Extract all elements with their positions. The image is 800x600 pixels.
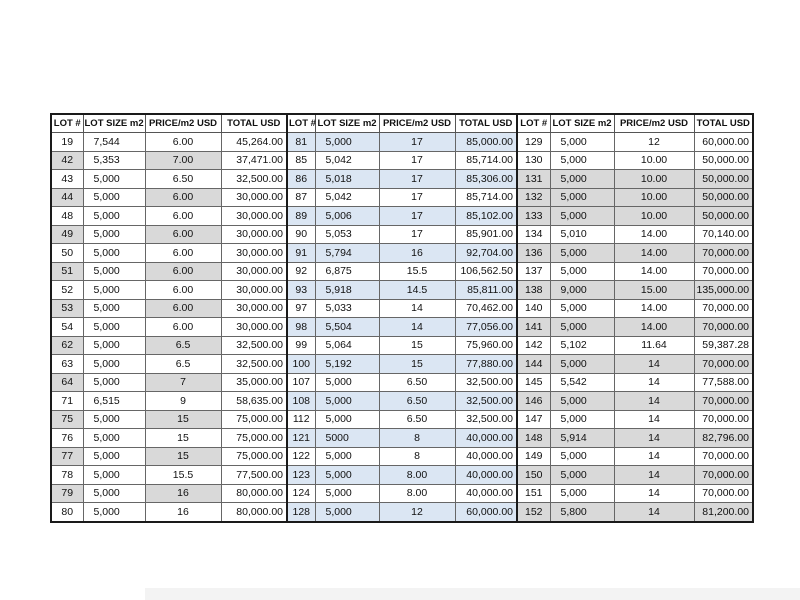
price-per-m2-cell: 17 bbox=[379, 151, 455, 170]
lot-number-cell: 87 bbox=[287, 188, 315, 207]
total-usd-cell: 80,000.00 bbox=[221, 484, 287, 503]
lot-size-cell: 5,000 bbox=[550, 188, 614, 207]
table-row bbox=[51, 484, 753, 503]
total-usd-cell: 75,960.00 bbox=[455, 336, 517, 355]
total-usd-cell: 59,387.28 bbox=[694, 336, 753, 355]
lot-size-cell: 5,000 bbox=[550, 318, 614, 337]
total-usd-cell: 32,500.00 bbox=[455, 410, 517, 429]
lot-size-cell: 5,000 bbox=[83, 429, 145, 448]
lot-number-cell: 108 bbox=[287, 392, 315, 411]
lot-number-cell: 141 bbox=[517, 318, 550, 337]
lot-size-cell: 5,000 bbox=[550, 262, 614, 281]
price-per-m2-cell: 17 bbox=[379, 170, 455, 189]
total-usd-cell: 75,000.00 bbox=[221, 410, 287, 429]
total-usd-cell: 60,000.00 bbox=[694, 133, 753, 152]
price-per-m2-cell: 14.00 bbox=[614, 262, 694, 281]
total-usd-cell: 32,500.00 bbox=[221, 336, 287, 355]
total-usd-cell: 70,000.00 bbox=[694, 392, 753, 411]
lot-number-cell: 52 bbox=[51, 281, 83, 300]
total-usd-cell: 35,000.00 bbox=[221, 373, 287, 392]
lot-number-cell: 81 bbox=[287, 133, 315, 152]
total-usd-cell: 77,588.00 bbox=[694, 373, 753, 392]
header-lot-size: LOT SIZE m2 bbox=[83, 114, 145, 133]
table-row bbox=[51, 466, 753, 485]
price-per-m2-cell: 16 bbox=[145, 503, 221, 522]
lot-number-cell: 85 bbox=[287, 151, 315, 170]
price-per-m2-cell: 12 bbox=[379, 503, 455, 522]
lot-size-cell: 5,033 bbox=[315, 299, 379, 318]
lot-number-cell: 90 bbox=[287, 225, 315, 244]
price-per-m2-cell: 14 bbox=[614, 503, 694, 522]
lot-number-cell: 76 bbox=[51, 429, 83, 448]
total-usd-cell: 30,000.00 bbox=[221, 207, 287, 226]
lot-number-cell: 79 bbox=[51, 484, 83, 503]
table-row bbox=[51, 225, 753, 244]
price-per-m2-cell: 14 bbox=[614, 392, 694, 411]
lot-number-cell: 89 bbox=[287, 207, 315, 226]
lot-number-cell: 42 bbox=[51, 151, 83, 170]
lot-number-cell: 19 bbox=[51, 133, 83, 152]
price-per-m2-cell: 14 bbox=[614, 447, 694, 466]
lot-size-cell: 5,504 bbox=[315, 318, 379, 337]
lot-number-cell: 142 bbox=[517, 336, 550, 355]
price-per-m2-cell: 6.00 bbox=[145, 188, 221, 207]
price-per-m2-cell: 15 bbox=[145, 447, 221, 466]
lot-size-cell: 5,000 bbox=[550, 466, 614, 485]
lot-size-cell: 5,800 bbox=[550, 503, 614, 522]
price-per-m2-cell: 15 bbox=[145, 429, 221, 448]
total-usd-cell: 70,462.00 bbox=[455, 299, 517, 318]
price-per-m2-cell: 15.00 bbox=[614, 281, 694, 300]
lot-size-cell: 5,000 bbox=[550, 133, 614, 152]
total-usd-cell: 50,000.00 bbox=[694, 188, 753, 207]
lot-number-cell: 93 bbox=[287, 281, 315, 300]
lot-number-cell: 112 bbox=[287, 410, 315, 429]
bottom-gray-strip bbox=[145, 588, 800, 600]
total-usd-cell: 85,000.00 bbox=[455, 133, 517, 152]
price-per-m2-cell: 11.64 bbox=[614, 336, 694, 355]
lot-size-cell: 5,053 bbox=[315, 225, 379, 244]
lot-number-cell: 151 bbox=[517, 484, 550, 503]
lot-size-cell: 5,000 bbox=[83, 225, 145, 244]
price-per-m2-cell: 7.00 bbox=[145, 151, 221, 170]
total-usd-cell: 85,811.00 bbox=[455, 281, 517, 300]
header-total: TOTAL USD bbox=[221, 114, 287, 133]
price-per-m2-cell: 14 bbox=[614, 484, 694, 503]
table-row bbox=[51, 355, 753, 374]
price-per-m2-cell: 14 bbox=[614, 355, 694, 374]
lot-number-cell: 44 bbox=[51, 188, 83, 207]
header-row bbox=[51, 114, 753, 133]
lot-price-table bbox=[50, 113, 754, 523]
price-per-m2-cell: 10.00 bbox=[614, 170, 694, 189]
lot-number-cell: 137 bbox=[517, 262, 550, 281]
table-row bbox=[51, 392, 753, 411]
total-usd-cell: 70,000.00 bbox=[694, 355, 753, 374]
lot-number-cell: 140 bbox=[517, 299, 550, 318]
lot-number-cell: 91 bbox=[287, 244, 315, 263]
table-row bbox=[51, 244, 753, 263]
lot-size-cell: 9,000 bbox=[550, 281, 614, 300]
total-usd-cell: 81,200.00 bbox=[694, 503, 753, 522]
price-per-m2-cell: 14.00 bbox=[614, 318, 694, 337]
price-per-m2-cell: 14.00 bbox=[614, 244, 694, 263]
lot-number-cell: 136 bbox=[517, 244, 550, 263]
lot-size-cell: 5,064 bbox=[315, 336, 379, 355]
lot-size-cell: 5,000 bbox=[315, 392, 379, 411]
header-lot-size: LOT SIZE m2 bbox=[315, 114, 379, 133]
total-usd-cell: 85,714.00 bbox=[455, 151, 517, 170]
total-usd-cell: 77,056.00 bbox=[455, 318, 517, 337]
lot-number-cell: 98 bbox=[287, 318, 315, 337]
total-usd-cell: 77,880.00 bbox=[455, 355, 517, 374]
price-per-m2-cell: 6.00 bbox=[145, 225, 221, 244]
header-price-per-m2: PRICE/m2 USD bbox=[614, 114, 694, 133]
lot-size-cell: 5,000 bbox=[83, 170, 145, 189]
price-per-m2-cell: 14 bbox=[614, 410, 694, 429]
price-per-m2-cell: 8.00 bbox=[379, 466, 455, 485]
price-per-m2-cell: 14 bbox=[614, 466, 694, 485]
price-per-m2-cell: 14.00 bbox=[614, 299, 694, 318]
table-row bbox=[51, 447, 753, 466]
price-per-m2-cell: 6.50 bbox=[379, 373, 455, 392]
price-per-m2-cell: 9 bbox=[145, 392, 221, 411]
lot-number-cell: 150 bbox=[517, 466, 550, 485]
lot-size-cell: 5,000 bbox=[315, 466, 379, 485]
lot-size-cell: 5,000 bbox=[83, 318, 145, 337]
total-usd-cell: 70,000.00 bbox=[694, 262, 753, 281]
price-per-m2-cell: 10.00 bbox=[614, 151, 694, 170]
table-row bbox=[51, 133, 753, 152]
header-lot: LOT # bbox=[287, 114, 315, 133]
table-row bbox=[51, 281, 753, 300]
total-usd-cell: 37,471.00 bbox=[221, 151, 287, 170]
total-usd-cell: 30,000.00 bbox=[221, 262, 287, 281]
lot-size-cell: 5,042 bbox=[315, 151, 379, 170]
lot-number-cell: 78 bbox=[51, 466, 83, 485]
table-row bbox=[51, 188, 753, 207]
table-row bbox=[51, 262, 753, 281]
total-usd-cell: 40,000.00 bbox=[455, 429, 517, 448]
lot-number-cell: 121 bbox=[287, 429, 315, 448]
lot-number-cell: 48 bbox=[51, 207, 83, 226]
total-usd-cell: 30,000.00 bbox=[221, 281, 287, 300]
price-per-m2-cell: 15 bbox=[145, 410, 221, 429]
header-lot-size: LOT SIZE m2 bbox=[550, 114, 614, 133]
lot-size-cell: 5,000 bbox=[83, 336, 145, 355]
table-row bbox=[51, 207, 753, 226]
lot-number-cell: 130 bbox=[517, 151, 550, 170]
lot-size-cell: 5,000 bbox=[550, 410, 614, 429]
lot-number-cell: 100 bbox=[287, 355, 315, 374]
lot-size-cell: 5,000 bbox=[550, 244, 614, 263]
lot-size-cell: 5,000 bbox=[83, 447, 145, 466]
lot-number-cell: 92 bbox=[287, 262, 315, 281]
price-per-m2-cell: 6.00 bbox=[145, 244, 221, 263]
total-usd-cell: 32,500.00 bbox=[221, 355, 287, 374]
table-row bbox=[51, 151, 753, 170]
lot-number-cell: 63 bbox=[51, 355, 83, 374]
lot-number-cell: 134 bbox=[517, 225, 550, 244]
total-usd-cell: 70,000.00 bbox=[694, 244, 753, 263]
lot-number-cell: 122 bbox=[287, 447, 315, 466]
total-usd-cell: 92,704.00 bbox=[455, 244, 517, 263]
price-per-m2-cell: 17 bbox=[379, 133, 455, 152]
price-per-m2-cell: 6.00 bbox=[145, 318, 221, 337]
lot-number-cell: 123 bbox=[287, 466, 315, 485]
price-per-m2-cell: 8 bbox=[379, 447, 455, 466]
total-usd-cell: 70,140.00 bbox=[694, 225, 753, 244]
table-row bbox=[51, 318, 753, 337]
lot-size-cell: 5,000 bbox=[83, 410, 145, 429]
lot-size-cell: 7,544 bbox=[83, 133, 145, 152]
price-per-m2-cell: 15 bbox=[379, 355, 455, 374]
price-per-m2-cell: 6.5 bbox=[145, 336, 221, 355]
lot-size-cell: 5,000 bbox=[315, 484, 379, 503]
lot-size-cell: 5,006 bbox=[315, 207, 379, 226]
total-usd-cell: 30,000.00 bbox=[221, 244, 287, 263]
price-per-m2-cell: 6.00 bbox=[145, 133, 221, 152]
price-per-m2-cell: 10.00 bbox=[614, 188, 694, 207]
total-usd-cell: 32,500.00 bbox=[221, 170, 287, 189]
lot-size-cell: 5,000 bbox=[315, 133, 379, 152]
lot-number-cell: 147 bbox=[517, 410, 550, 429]
lot-size-cell: 5,000 bbox=[83, 262, 145, 281]
lot-size-cell: 5,000 bbox=[83, 373, 145, 392]
lot-size-cell: 5000 bbox=[315, 429, 379, 448]
lot-number-cell: 80 bbox=[51, 503, 83, 522]
lot-size-cell: 6,515 bbox=[83, 392, 145, 411]
total-usd-cell: 135,000.00 bbox=[694, 281, 753, 300]
price-per-m2-cell: 14 bbox=[379, 318, 455, 337]
header-lot: LOT # bbox=[51, 114, 83, 133]
total-usd-cell: 77,500.00 bbox=[221, 466, 287, 485]
price-per-m2-cell: 17 bbox=[379, 225, 455, 244]
total-usd-cell: 30,000.00 bbox=[221, 225, 287, 244]
lot-size-cell: 5,914 bbox=[550, 429, 614, 448]
lot-number-cell: 62 bbox=[51, 336, 83, 355]
price-per-m2-cell: 14 bbox=[614, 373, 694, 392]
lot-size-cell: 5,000 bbox=[315, 410, 379, 429]
lot-size-cell: 5,918 bbox=[315, 281, 379, 300]
lot-number-cell: 71 bbox=[51, 392, 83, 411]
table-row bbox=[51, 410, 753, 429]
price-per-m2-cell: 8.00 bbox=[379, 484, 455, 503]
lot-size-cell: 5,000 bbox=[83, 466, 145, 485]
total-usd-cell: 60,000.00 bbox=[455, 503, 517, 522]
total-usd-cell: 70,000.00 bbox=[694, 484, 753, 503]
lot-size-cell: 5,000 bbox=[83, 281, 145, 300]
price-per-m2-cell: 15.5 bbox=[379, 262, 455, 281]
total-usd-cell: 50,000.00 bbox=[694, 207, 753, 226]
lot-size-cell: 5,000 bbox=[83, 207, 145, 226]
total-usd-cell: 70,000.00 bbox=[694, 318, 753, 337]
lot-size-cell: 5,000 bbox=[83, 503, 145, 522]
total-usd-cell: 40,000.00 bbox=[455, 447, 517, 466]
price-per-m2-cell: 6.50 bbox=[145, 170, 221, 189]
lot-size-cell: 5,000 bbox=[550, 170, 614, 189]
lot-number-cell: 99 bbox=[287, 336, 315, 355]
price-per-m2-cell: 14.5 bbox=[379, 281, 455, 300]
lot-size-cell: 5,000 bbox=[83, 484, 145, 503]
lot-number-cell: 129 bbox=[517, 133, 550, 152]
lot-number-cell: 43 bbox=[51, 170, 83, 189]
total-usd-cell: 75,000.00 bbox=[221, 447, 287, 466]
total-usd-cell: 70,000.00 bbox=[694, 410, 753, 429]
lot-size-cell: 5,102 bbox=[550, 336, 614, 355]
header-lot: LOT # bbox=[517, 114, 550, 133]
lot-number-cell: 152 bbox=[517, 503, 550, 522]
table-row bbox=[51, 429, 753, 448]
total-usd-cell: 40,000.00 bbox=[455, 484, 517, 503]
lot-size-cell: 5,000 bbox=[315, 373, 379, 392]
total-usd-cell: 30,000.00 bbox=[221, 188, 287, 207]
lot-number-cell: 145 bbox=[517, 373, 550, 392]
lot-number-cell: 148 bbox=[517, 429, 550, 448]
lot-size-cell: 5,000 bbox=[550, 392, 614, 411]
lot-size-cell: 5,542 bbox=[550, 373, 614, 392]
price-per-m2-cell: 17 bbox=[379, 207, 455, 226]
total-usd-cell: 30,000.00 bbox=[221, 318, 287, 337]
lot-number-cell: 132 bbox=[517, 188, 550, 207]
lot-number-cell: 77 bbox=[51, 447, 83, 466]
total-usd-cell: 70,000.00 bbox=[694, 447, 753, 466]
lot-size-cell: 6,875 bbox=[315, 262, 379, 281]
table-row bbox=[51, 373, 753, 392]
lot-number-cell: 124 bbox=[287, 484, 315, 503]
total-usd-cell: 85,306.00 bbox=[455, 170, 517, 189]
lot-number-cell: 131 bbox=[517, 170, 550, 189]
lot-number-cell: 50 bbox=[51, 244, 83, 263]
lot-number-cell: 107 bbox=[287, 373, 315, 392]
total-usd-cell: 106,562.50 bbox=[455, 262, 517, 281]
price-per-m2-cell: 16 bbox=[145, 484, 221, 503]
lot-number-cell: 51 bbox=[51, 262, 83, 281]
total-usd-cell: 85,102.00 bbox=[455, 207, 517, 226]
total-usd-cell: 85,901.00 bbox=[455, 225, 517, 244]
header-total: TOTAL USD bbox=[455, 114, 517, 133]
table-row bbox=[51, 336, 753, 355]
header-total: TOTAL USD bbox=[694, 114, 753, 133]
price-per-m2-cell: 15.5 bbox=[145, 466, 221, 485]
table-row bbox=[51, 170, 753, 189]
price-per-m2-cell: 10.00 bbox=[614, 207, 694, 226]
price-per-m2-cell: 6.5 bbox=[145, 355, 221, 374]
price-per-m2-cell: 6.00 bbox=[145, 262, 221, 281]
lot-size-cell: 5,000 bbox=[315, 447, 379, 466]
lot-size-cell: 5,042 bbox=[315, 188, 379, 207]
lot-number-cell: 146 bbox=[517, 392, 550, 411]
price-per-m2-cell: 14.00 bbox=[614, 225, 694, 244]
lot-number-cell: 53 bbox=[51, 299, 83, 318]
header-price-per-m2: PRICE/m2 USD bbox=[145, 114, 221, 133]
lot-size-cell: 5,000 bbox=[83, 299, 145, 318]
lot-number-cell: 97 bbox=[287, 299, 315, 318]
lot-number-cell: 144 bbox=[517, 355, 550, 374]
total-usd-cell: 70,000.00 bbox=[694, 466, 753, 485]
total-usd-cell: 32,500.00 bbox=[455, 373, 517, 392]
price-per-m2-cell: 15 bbox=[379, 336, 455, 355]
total-usd-cell: 82,796.00 bbox=[694, 429, 753, 448]
lot-number-cell: 133 bbox=[517, 207, 550, 226]
header-price-per-m2: PRICE/m2 USD bbox=[379, 114, 455, 133]
lot-number-cell: 128 bbox=[287, 503, 315, 522]
table-row bbox=[51, 299, 753, 318]
price-per-m2-cell: 6.00 bbox=[145, 281, 221, 300]
total-usd-cell: 58,635.00 bbox=[221, 392, 287, 411]
price-per-m2-cell: 6.00 bbox=[145, 299, 221, 318]
total-usd-cell: 85,714.00 bbox=[455, 188, 517, 207]
price-per-m2-cell: 6.50 bbox=[379, 410, 455, 429]
lot-size-cell: 5,000 bbox=[550, 207, 614, 226]
price-per-m2-cell: 6.00 bbox=[145, 207, 221, 226]
lot-size-cell: 5,353 bbox=[83, 151, 145, 170]
total-usd-cell: 32,500.00 bbox=[455, 392, 517, 411]
total-usd-cell: 50,000.00 bbox=[694, 151, 753, 170]
lot-number-cell: 49 bbox=[51, 225, 83, 244]
table-row bbox=[51, 503, 753, 522]
lot-number-cell: 138 bbox=[517, 281, 550, 300]
lot-size-cell: 5,000 bbox=[550, 484, 614, 503]
lot-size-cell: 5,000 bbox=[550, 151, 614, 170]
total-usd-cell: 80,000.00 bbox=[221, 503, 287, 522]
price-per-m2-cell: 8 bbox=[379, 429, 455, 448]
lot-size-cell: 5,000 bbox=[83, 244, 145, 263]
price-per-m2-cell: 16 bbox=[379, 244, 455, 263]
lot-size-cell: 5,000 bbox=[550, 447, 614, 466]
lot-number-cell: 86 bbox=[287, 170, 315, 189]
lot-number-cell: 149 bbox=[517, 447, 550, 466]
lot-size-cell: 5,794 bbox=[315, 244, 379, 263]
lot-size-cell: 5,000 bbox=[315, 503, 379, 522]
price-per-m2-cell: 17 bbox=[379, 188, 455, 207]
lot-size-cell: 5,192 bbox=[315, 355, 379, 374]
total-usd-cell: 40,000.00 bbox=[455, 466, 517, 485]
lot-size-cell: 5,010 bbox=[550, 225, 614, 244]
lot-number-cell: 75 bbox=[51, 410, 83, 429]
lot-number-cell: 64 bbox=[51, 373, 83, 392]
total-usd-cell: 75,000.00 bbox=[221, 429, 287, 448]
lot-number-cell: 54 bbox=[51, 318, 83, 337]
lot-size-cell: 5,000 bbox=[83, 188, 145, 207]
lot-size-cell: 5,000 bbox=[83, 355, 145, 374]
lot-size-cell: 5,000 bbox=[550, 299, 614, 318]
price-per-m2-cell: 14 bbox=[614, 429, 694, 448]
price-per-m2-cell: 6.50 bbox=[379, 392, 455, 411]
price-per-m2-cell: 7 bbox=[145, 373, 221, 392]
total-usd-cell: 30,000.00 bbox=[221, 299, 287, 318]
lot-size-cell: 5,018 bbox=[315, 170, 379, 189]
table-body bbox=[51, 133, 753, 522]
total-usd-cell: 45,264.00 bbox=[221, 133, 287, 152]
total-usd-cell: 50,000.00 bbox=[694, 170, 753, 189]
total-usd-cell: 70,000.00 bbox=[694, 299, 753, 318]
price-per-m2-cell: 14 bbox=[379, 299, 455, 318]
lot-size-cell: 5,000 bbox=[550, 355, 614, 374]
price-per-m2-cell: 12 bbox=[614, 133, 694, 152]
